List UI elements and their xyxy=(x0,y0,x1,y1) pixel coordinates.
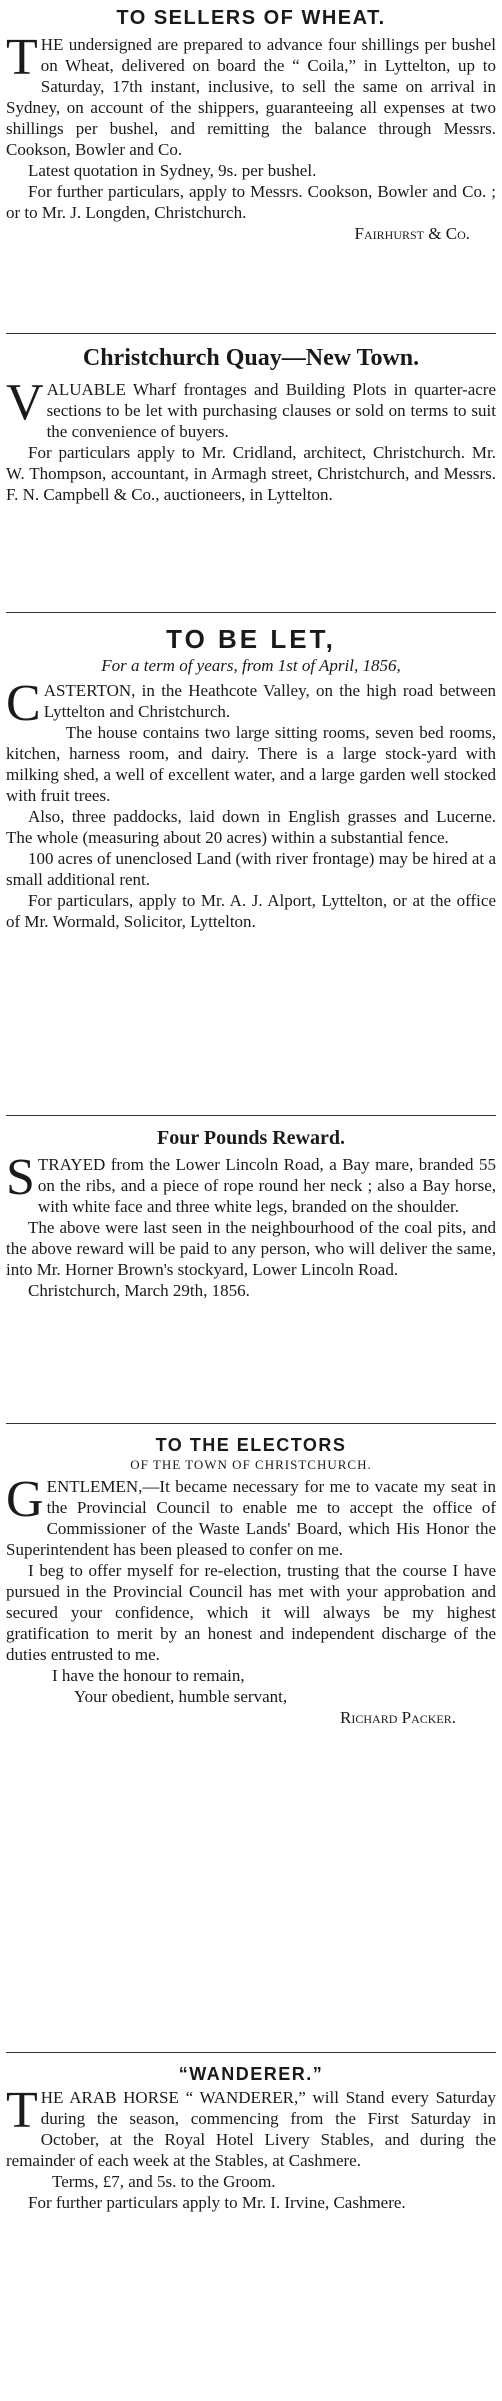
ad-paragraph: Also, three paddocks, laid down in English grasses and Lucerne. The whole (measuring about 20 acres) within a substantial fence. xyxy=(6,807,496,847)
ad-heading: “WANDERER.” xyxy=(178,2064,324,2084)
divider-rule xyxy=(6,1115,496,1116)
ad-to-be-let xyxy=(6,624,496,932)
ad-body: CASTERTON, in the Heathcote Valley, on the high road between Lyttelton and Christchurch. xyxy=(6,675,496,732)
ad-paragraph: I have the honour to remain, xyxy=(52,1666,245,1685)
ad-paragraph: 100 acres of unenclosed Land (with river frontage) may be hired at a small additional rent. xyxy=(6,849,496,889)
divider-rule xyxy=(6,333,496,334)
divider-rule xyxy=(6,612,496,613)
ad-paragraph: Terms, £7, and 5s. to the Groom. xyxy=(52,2172,276,2191)
ad-paragraph: For particulars, apply to Mr. A. J. Alport, Lyttelton, or at the office of Mr. Wormald, Solicitor, Lyttelton. xyxy=(6,891,496,931)
drop-cap: T xyxy=(6,29,38,86)
ad-dateline: Christchurch, March 29th, 1856. xyxy=(28,1281,250,1300)
ad-heading: Christchurch Quay—New Town. xyxy=(82,345,420,371)
ad-signature: Fairhurst & Co. xyxy=(354,224,470,243)
drop-cap: T xyxy=(6,2082,38,2139)
ad-heading: TO BE LET, xyxy=(166,624,336,654)
ad-body: THE ARAB HORSE “ WANDERER,” will Stand every Saturday during the season, commencing from the First Saturday in October, at the Royal Hotel Livery Stables, and during the remainder of each week at the Stables, at Cashmere. xyxy=(6,2082,496,2170)
drop-cap: V xyxy=(6,374,44,431)
drop-cap: S xyxy=(6,1149,35,1206)
ad-paragraph: For further particulars, apply to Messrs. Cookson, Bowler and Co. ; or to Mr. J. Longden, Christchurch. xyxy=(6,182,496,222)
ad-wanderer xyxy=(6,2063,496,2213)
ad-subheading: For a term of years, from 1st of April, 1856, xyxy=(101,656,401,675)
ad-paragraph: Your obedient, humble servant, xyxy=(74,1687,288,1706)
ad-paragraph: For further particulars apply to Mr. I. Irvine, Cashmere. xyxy=(28,2193,406,2212)
ad-sellers-of-wheat xyxy=(6,6,496,244)
ad-heading: TO THE ELECTORS xyxy=(155,1435,347,1455)
ad-heading: TO SELLERS OF WHEAT. xyxy=(116,7,386,29)
ad-subheading: OF THE TOWN OF CHRISTCHURCH. xyxy=(130,1457,372,1472)
drop-cap: G xyxy=(6,1471,44,1528)
ad-to-the-electors xyxy=(6,1434,496,1728)
divider-rule xyxy=(6,2052,496,2053)
ad-paragraph: The house contains two large sitting rooms, seven bed rooms, kitchen, harness room, and dairy. There is a large stock-yard with milking shed, a well of excellent water, and a large garden well stocked with fruit trees. xyxy=(6,723,496,805)
ad-paragraph: I beg to offer myself for re-election, trusting that the course I have pursued in the Provincial Council has met with your approbation and secured your confidence, which it will always be my highest gratification to merit by an honest and independent discharge of the duties entrusted to me. xyxy=(6,1561,496,1664)
ad-paragraph: Latest quotation in Sydney, 9s. per bushel. xyxy=(28,161,317,180)
drop-cap: C xyxy=(6,675,41,732)
ad-four-pounds-reward xyxy=(6,1126,496,1301)
ad-paragraph: The above were last seen in the neighbourhood of the coal pits, and the above reward will be paid to any person, who will deliver the same, into Mr. Horner Brown's stockyard, Lower Lincoln Road. xyxy=(6,1218,496,1279)
ad-signature: Richard Packer. xyxy=(340,1708,456,1727)
ad-heading: Four Pounds Reward. xyxy=(157,1127,345,1149)
ad-body: VALUABLE Wharf frontages and Building Plots in quarter-acre sections to be let with purchasing clauses or sold on terms to suit the convenience of buyers. xyxy=(6,374,496,441)
ad-christchurch-quay xyxy=(6,343,496,505)
ad-body: GENTLEMEN,—It became necessary for me to vacate my seat in the Provincial Council to enable me to accept the office of Commissioner of the Waste Lands' Board, which His Honor the Superintendent has been pleased to confer on me. xyxy=(6,1471,496,1559)
ad-paragraph: For particulars apply to Mr. Cridland, architect, Christchurch. Mr. W. Thompson, accountant, in Armagh street, Christchurch, and Messrs. F. N. Campbell & Co., auctioneers, in Lyttelton. xyxy=(6,443,496,504)
divider-rule xyxy=(6,1423,496,1424)
ad-body: STRAYED from the Lower Lincoln Road, a Bay mare, branded 55 on the ribs, and a piece of rope round her neck ; also a Bay horse, with white face and three white legs, branded on the shoulder. xyxy=(6,1149,496,1216)
ad-body: THE undersigned are prepared to advance four shillings per bushel on Wheat, delivered on board the “ Coila,” in Lyttelton, up to Saturday, 17th instant, inclusive, to sell the same on arrival in Sydney, on account of the shippers, guaranteeing all expenses at two shillings per bushel, and remitting the balance through Messrs. Cookson, Bowler and Co. xyxy=(6,29,496,159)
